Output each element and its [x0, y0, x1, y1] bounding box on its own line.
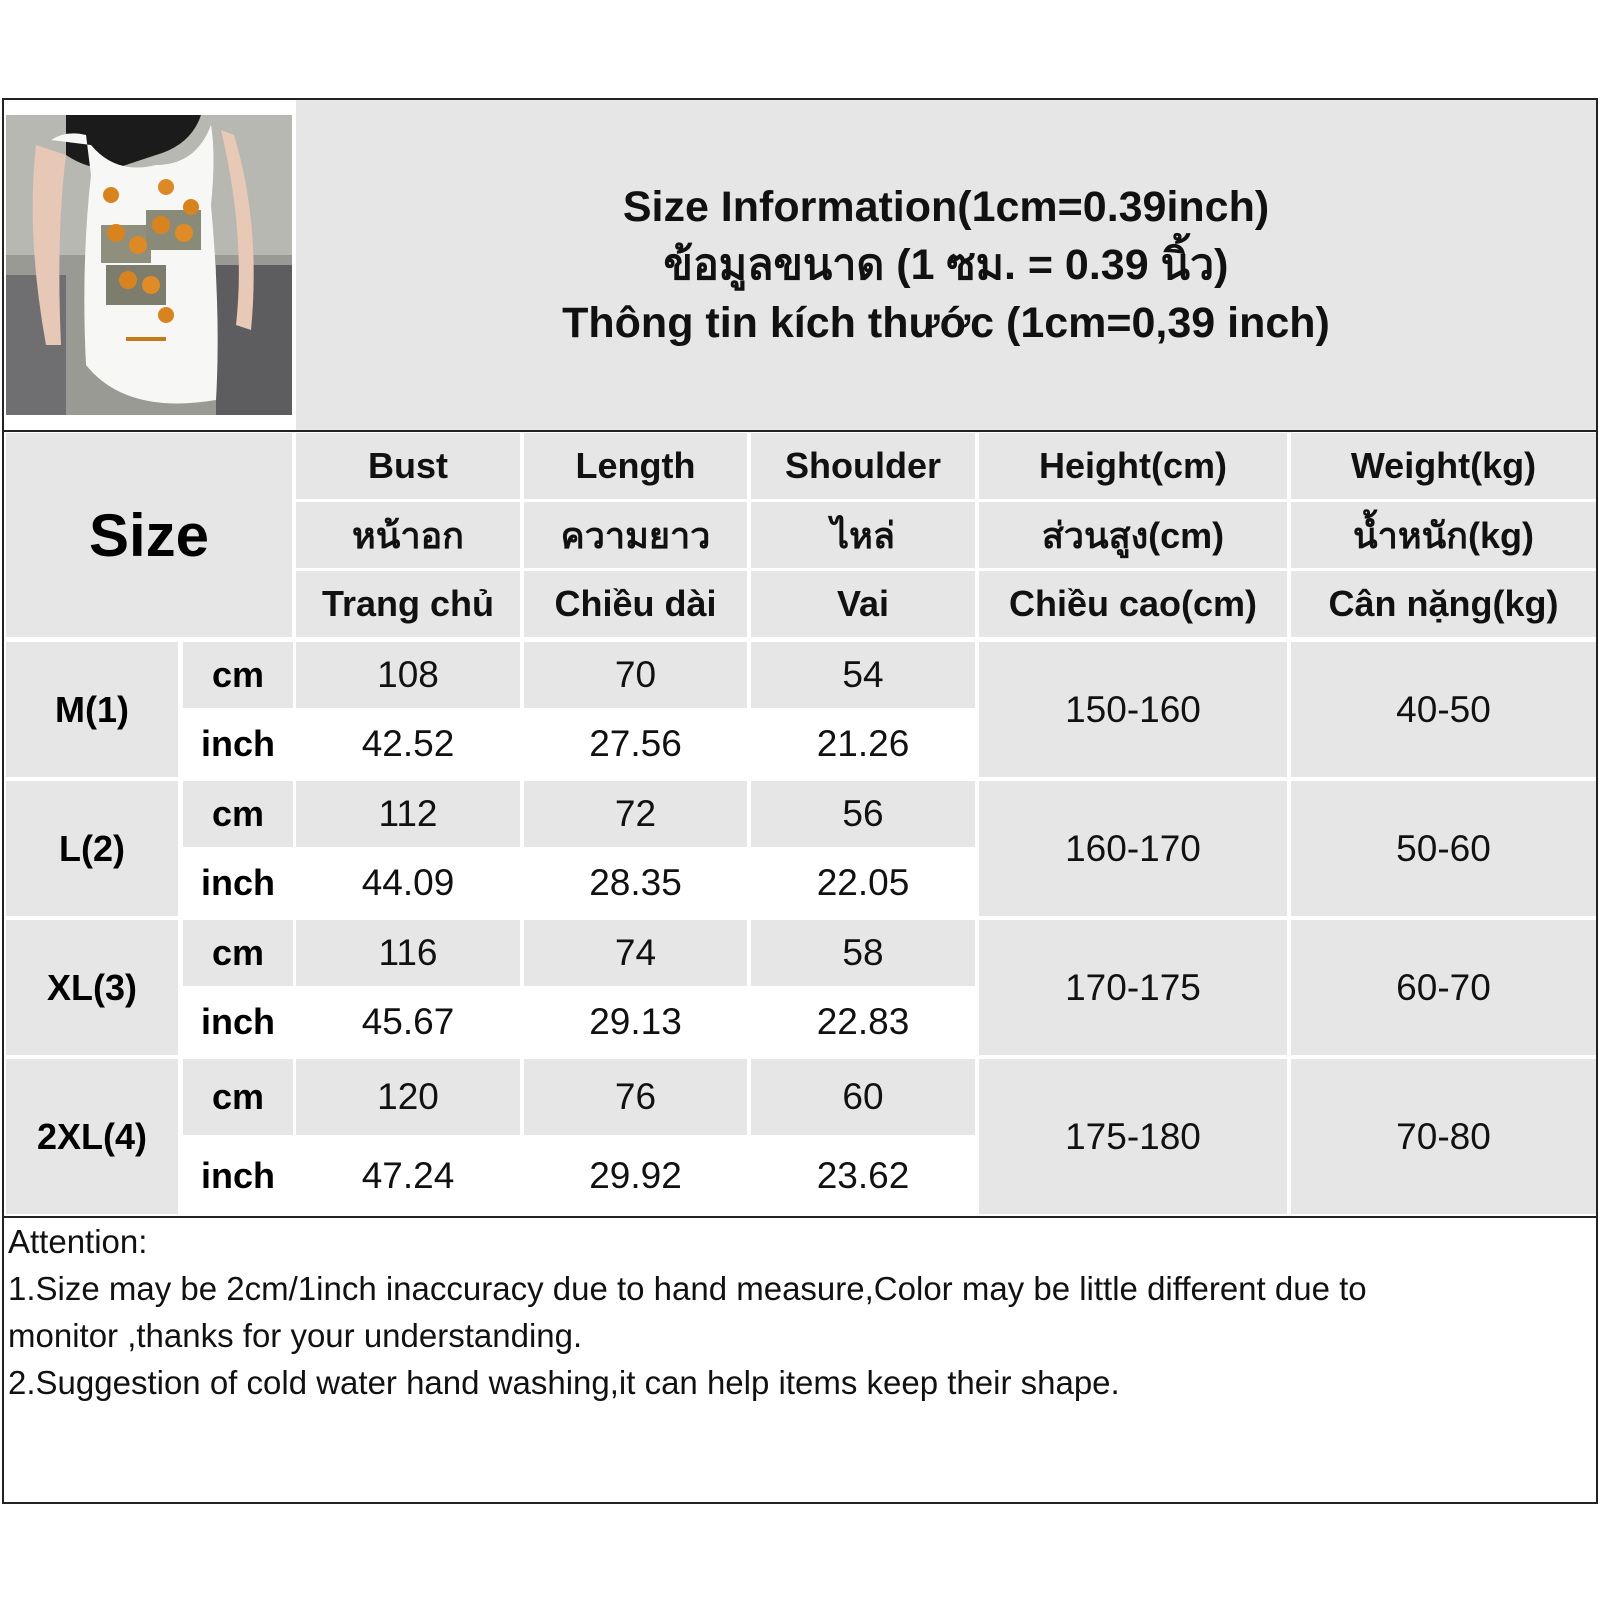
unit-label-cm: cm — [183, 642, 293, 708]
unit-label-cm: cm — [183, 920, 293, 986]
column-header-en: Height(cm) — [979, 433, 1287, 499]
title-english: Size Information(1cm=0.39inch) — [622, 183, 1270, 231]
weight-range-cell: 40-50 — [1291, 642, 1596, 777]
model-photo-icon — [6, 115, 292, 415]
inch-value-cell: 42.52 — [296, 711, 520, 777]
title-vietnamese: Thông tin kích thước (1cm=0,39 inch) — [562, 299, 1330, 347]
unit-label-inch: inch — [183, 1138, 293, 1214]
height-range-cell: 175-180 — [979, 1059, 1287, 1214]
cm-value-cell: 58 — [751, 920, 975, 986]
column-header-vi: Vai — [751, 571, 975, 637]
column-header-th: ไหล่ — [751, 502, 975, 568]
height-range-cell: 160-170 — [979, 781, 1287, 916]
cm-value-cell: 116 — [296, 920, 520, 986]
size-header: Size — [6, 433, 292, 637]
attention-line-1: 1.Size may be 2cm/1inch inaccuracy due to hand measure,Color may be little different due to — [8, 1270, 1367, 1307]
inch-value-cell: 27.56 — [524, 711, 747, 777]
title-bottom-divider — [2, 430, 1598, 432]
column-header-en: Bust — [296, 433, 520, 499]
attention-notes — [8, 1218, 1588, 1406]
unit-label-cm: cm — [183, 1059, 293, 1135]
cm-value-cell: 74 — [524, 920, 747, 986]
attention-line-3: 2.Suggestion of cold water hand washing,it can help items keep their shape. — [8, 1364, 1120, 1401]
inch-value-cell: 45.67 — [296, 989, 520, 1055]
unit-label-inch: inch — [183, 989, 293, 1055]
unit-label-inch: inch — [183, 711, 293, 777]
size-row-label: 2XL(4) — [6, 1059, 178, 1214]
cm-value-cell: 72 — [524, 781, 747, 847]
inch-value-cell: 21.26 — [751, 711, 975, 777]
cm-value-cell: 76 — [524, 1059, 747, 1135]
cm-value-cell: 112 — [296, 781, 520, 847]
size-row-label: L(2) — [6, 781, 178, 916]
title-thai: ข้อมูลขนาด (1 ซม. = 0.39 นิ้ว) — [663, 241, 1229, 289]
inch-value-cell: 44.09 — [296, 850, 520, 916]
inch-value-cell: 22.05 — [751, 850, 975, 916]
attention-line-2: monitor ,thanks for your understanding. — [8, 1317, 583, 1354]
column-header-vi: Cân nặng(kg) — [1291, 571, 1596, 637]
inch-value-cell: 23.62 — [751, 1138, 975, 1214]
column-header-th: ความยาว — [524, 502, 747, 568]
unit-label-inch: inch — [183, 850, 293, 916]
column-header-vi: Chiều cao(cm) — [979, 571, 1287, 637]
product-photo — [6, 115, 292, 415]
cm-value-cell: 120 — [296, 1059, 520, 1135]
height-range-cell: 170-175 — [979, 920, 1287, 1055]
attention-heading: Attention: — [8, 1223, 148, 1260]
cm-value-cell: 108 — [296, 642, 520, 708]
cm-value-cell: 54 — [751, 642, 975, 708]
unit-label-cm: cm — [183, 781, 293, 847]
inch-value-cell: 47.24 — [296, 1138, 520, 1214]
column-header-th: หน้าอก — [296, 502, 520, 568]
size-row-label: XL(3) — [6, 920, 178, 1055]
cm-value-cell: 70 — [524, 642, 747, 708]
size-info-title — [296, 100, 1596, 430]
inch-value-cell: 28.35 — [524, 850, 747, 916]
inch-value-cell: 29.92 — [524, 1138, 747, 1214]
inch-value-cell: 22.83 — [751, 989, 975, 1055]
cm-value-cell: 60 — [751, 1059, 975, 1135]
column-header-en: Shoulder — [751, 433, 975, 499]
column-header-en: Length — [524, 433, 747, 499]
column-header-th: ส่วนสูง(cm) — [979, 502, 1287, 568]
weight-range-cell: 60-70 — [1291, 920, 1596, 1055]
height-range-cell: 150-160 — [979, 642, 1287, 777]
column-header-en: Weight(kg) — [1291, 433, 1596, 499]
weight-range-cell: 50-60 — [1291, 781, 1596, 916]
column-header-vi: Chiều dài — [524, 571, 747, 637]
inch-value-cell: 29.13 — [524, 989, 747, 1055]
column-header-th: น้ำหนัก(kg) — [1291, 502, 1596, 568]
weight-range-cell: 70-80 — [1291, 1059, 1596, 1214]
column-header-vi: Trang chủ — [296, 571, 520, 637]
size-row-label: M(1) — [6, 642, 178, 777]
cm-value-cell: 56 — [751, 781, 975, 847]
